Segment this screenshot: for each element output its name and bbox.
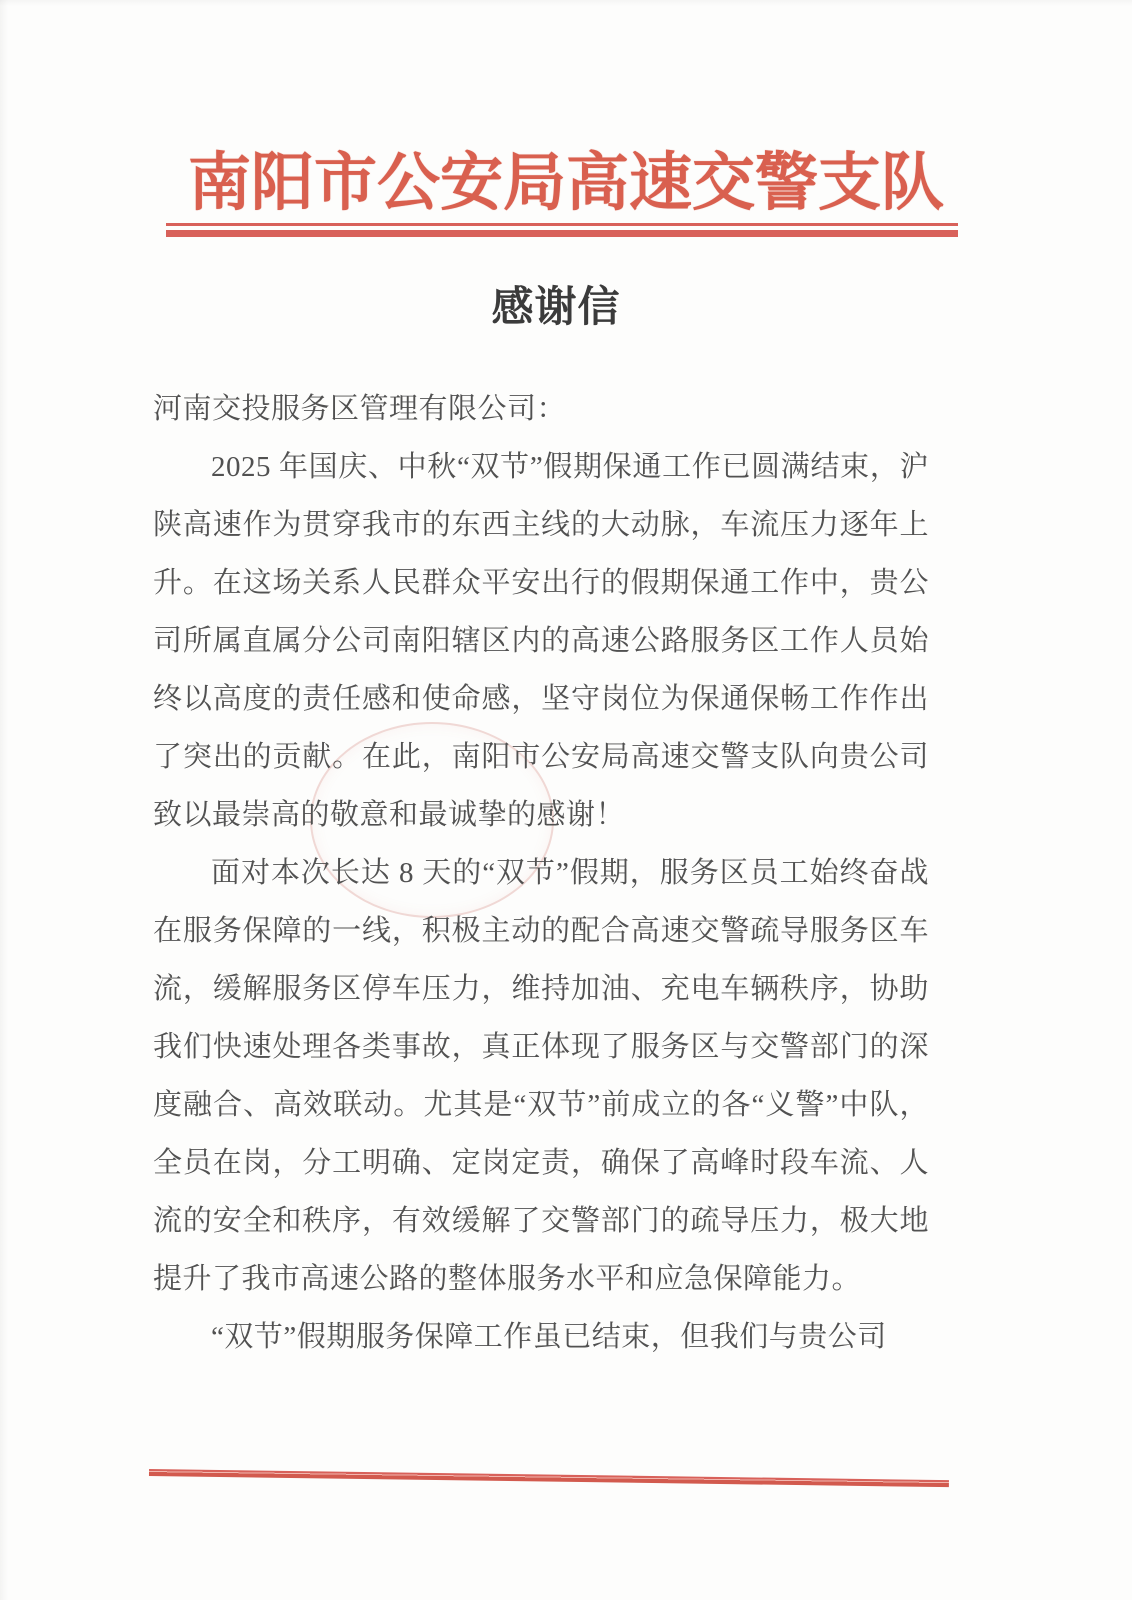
letterhead-title: 南阳市公安局高速交警支队	[188, 148, 944, 218]
paragraph-2: 面对本次长达 8 天的“双节”假期，服务区员工始终奋战在服务保障的一线，积极主动的配合高速交警疏导服务区车流，缓解服务区停车压力，维持加油、充电车辆秩序，协助我们快速处理各类事故，真正体现了服务区与交警部门的深度融合、高效联动。尤其是“双节”前成立的各“义警”中队，全员在岗，分工明确、定岗定责，确保了高峰时段车流、人流的安全和秩序，有效缓解了交警部门的疏导压力，极大地提升了我市高速公路的整体服务水平和应急保障能力。	[153, 857, 929, 1295]
footer-rule	[149, 1469, 949, 1487]
letter-body	[153, 380, 929, 1366]
letterhead-rule-thin	[166, 223, 958, 226]
document-title: 感谢信	[491, 285, 621, 331]
paragraph-3: “双节”假期服务保障工作虽已结束，但我们与贵公司	[211, 1321, 887, 1353]
paragraph-1: 2025 年国庆、中秋“双节”假期保通工作已圆满结束，沪陕高速作为贯穿我市的东西主线的大动脉，车流压力逐年上升。在这场关系人民群众平安出行的假期保通工作中，贵公司所属直属分公司南阳辖区内的高速公路服务区工作人员始终以高度的责任感和使命感，坚守岗位为保通保畅工作作出了突出的贡献。在此，南阳市公安局高速交警支队向贵公司致以最崇高的敬意和最诚挚的感谢！	[153, 451, 929, 831]
salutation: 河南交投服务区管理有限公司：	[153, 393, 567, 425]
letterhead-rule-thick	[166, 230, 958, 237]
